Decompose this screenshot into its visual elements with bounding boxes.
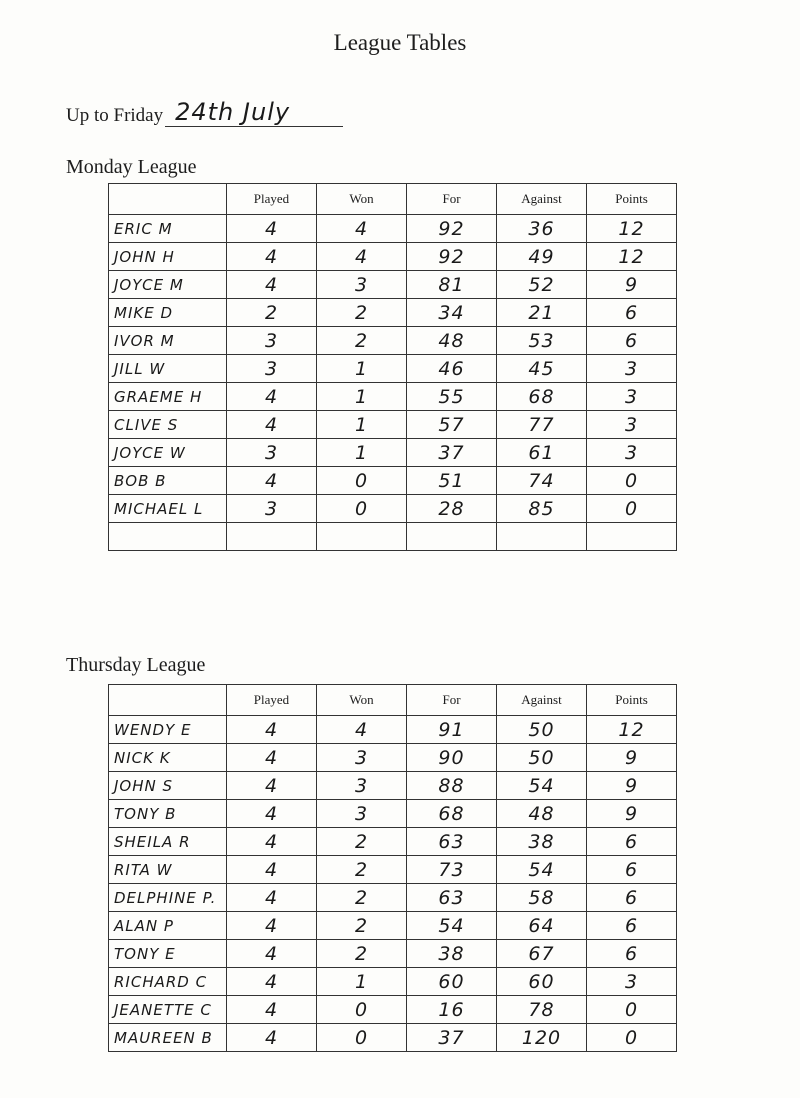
cell-against: 68 xyxy=(497,383,587,411)
table-header-row xyxy=(109,184,677,215)
cell-won: 1 xyxy=(317,383,407,411)
cell-name: IVOR M xyxy=(109,327,227,355)
cell-for: 55 xyxy=(407,383,497,411)
cell-played: 3 xyxy=(227,355,317,383)
cell-for: 92 xyxy=(407,243,497,271)
cell-played: 3 xyxy=(227,327,317,355)
cell-against: 78 xyxy=(497,996,587,1024)
monday-league-title: Monday League xyxy=(66,156,197,178)
table-header-row xyxy=(109,685,677,716)
cell-points: 3 xyxy=(587,968,677,996)
cell-against: 74 xyxy=(497,467,587,495)
cell-won: 2 xyxy=(317,884,407,912)
table-row xyxy=(109,271,677,299)
up-to-label: Up to Friday xyxy=(66,105,164,126)
cell-won: 2 xyxy=(317,940,407,968)
table-row xyxy=(109,327,677,355)
cell-against: 85 xyxy=(497,495,587,523)
table-row xyxy=(109,800,677,828)
cell-played: 4 xyxy=(227,243,317,271)
cell-name: JILL W xyxy=(109,355,227,383)
cell-played: 4 xyxy=(227,912,317,940)
cell-won: 2 xyxy=(317,856,407,884)
cell-won: 1 xyxy=(317,968,407,996)
table-row xyxy=(109,215,677,243)
cell-points: 9 xyxy=(587,271,677,299)
cell-for: 63 xyxy=(407,884,497,912)
cell-played: 4 xyxy=(227,800,317,828)
cell-played: 4 xyxy=(227,467,317,495)
cell-for: 92 xyxy=(407,215,497,243)
cell-against: 52 xyxy=(497,271,587,299)
cell-won: 4 xyxy=(317,215,407,243)
table-row xyxy=(109,828,677,856)
cell-for: 51 xyxy=(407,467,497,495)
cell-against: 67 xyxy=(497,940,587,968)
cell-against: 45 xyxy=(497,355,587,383)
cell-for: 37 xyxy=(407,439,497,467)
cell-played: 4 xyxy=(227,856,317,884)
thursday-league-title: Thursday League xyxy=(66,654,206,676)
cell-played: 2 xyxy=(227,299,317,327)
table-row xyxy=(109,383,677,411)
cell-against: 61 xyxy=(497,439,587,467)
cell-name: BOB B xyxy=(109,467,227,495)
monday-league-table xyxy=(108,183,677,551)
cell-against: 54 xyxy=(497,856,587,884)
column-header-name xyxy=(109,685,227,716)
cell-name: ERIC M xyxy=(109,215,227,243)
cell-played: 4 xyxy=(227,828,317,856)
cell-for: 37 xyxy=(407,1024,497,1052)
cell-points: 6 xyxy=(587,828,677,856)
cell-played xyxy=(227,523,317,551)
cell-points: 6 xyxy=(587,940,677,968)
cell-name: TONY E xyxy=(109,940,227,968)
cell-name: MIKE D xyxy=(109,299,227,327)
cell-against: 53 xyxy=(497,327,587,355)
table-row xyxy=(109,299,677,327)
page-title: League Tables xyxy=(333,30,467,55)
cell-name: GRAEME H xyxy=(109,383,227,411)
cell-won: 0 xyxy=(317,467,407,495)
cell-points: 0 xyxy=(587,495,677,523)
column-header-played: Played xyxy=(227,184,317,215)
table-row xyxy=(109,243,677,271)
cell-against: 50 xyxy=(497,716,587,744)
cell-won: 1 xyxy=(317,411,407,439)
cell-played: 4 xyxy=(227,744,317,772)
cell-won: 2 xyxy=(317,912,407,940)
table-row xyxy=(109,884,677,912)
table-row xyxy=(109,495,677,523)
cell-for: 68 xyxy=(407,800,497,828)
cell-name: NICK K xyxy=(109,744,227,772)
cell-points: 12 xyxy=(587,243,677,271)
cell-name: MAUREEN B xyxy=(109,1024,227,1052)
column-header-for: For xyxy=(407,685,497,716)
cell-played: 4 xyxy=(227,1024,317,1052)
cell-won: 0 xyxy=(317,1024,407,1052)
cell-points: 3 xyxy=(587,411,677,439)
cell-for: 90 xyxy=(407,744,497,772)
date-blank xyxy=(165,100,343,127)
column-header-name xyxy=(109,184,227,215)
cell-points: 12 xyxy=(587,716,677,744)
cell-for: 73 xyxy=(407,856,497,884)
cell-against: 50 xyxy=(497,744,587,772)
cell-for xyxy=(407,523,497,551)
cell-name: JOYCE M xyxy=(109,271,227,299)
cell-points: 9 xyxy=(587,744,677,772)
table-row xyxy=(109,744,677,772)
cell-name: CLIVE S xyxy=(109,411,227,439)
cell-won: 1 xyxy=(317,439,407,467)
up-to-date-line xyxy=(66,100,343,127)
thursday-league-table xyxy=(108,684,677,1052)
table-row xyxy=(109,912,677,940)
cell-name: DELPHINE P. xyxy=(109,884,227,912)
cell-for: 48 xyxy=(407,327,497,355)
cell-points: 12 xyxy=(587,215,677,243)
cell-name: JOHN S xyxy=(109,772,227,800)
cell-for: 81 xyxy=(407,271,497,299)
cell-played: 3 xyxy=(227,439,317,467)
cell-for: 34 xyxy=(407,299,497,327)
cell-for: 63 xyxy=(407,828,497,856)
cell-points: 6 xyxy=(587,884,677,912)
cell-won: 2 xyxy=(317,327,407,355)
table-row xyxy=(109,940,677,968)
cell-name: TONY B xyxy=(109,800,227,828)
cell-name: MICHAEL L xyxy=(109,495,227,523)
cell-name: JOYCE W xyxy=(109,439,227,467)
table-row xyxy=(109,439,677,467)
cell-for: 38 xyxy=(407,940,497,968)
cell-name: RITA W xyxy=(109,856,227,884)
cell-for: 54 xyxy=(407,912,497,940)
cell-for: 57 xyxy=(407,411,497,439)
column-header-against: Against xyxy=(497,184,587,215)
cell-won: 3 xyxy=(317,772,407,800)
column-header-played: Played xyxy=(227,685,317,716)
cell-points: 6 xyxy=(587,856,677,884)
cell-played: 4 xyxy=(227,411,317,439)
cell-name: WENDY E xyxy=(109,716,227,744)
cell-against: 58 xyxy=(497,884,587,912)
cell-for: 16 xyxy=(407,996,497,1024)
table-body xyxy=(109,716,677,1052)
table-row xyxy=(109,856,677,884)
cell-against xyxy=(497,523,587,551)
cell-name: JEANETTE C xyxy=(109,996,227,1024)
cell-for: 60 xyxy=(407,968,497,996)
cell-points: 0 xyxy=(587,996,677,1024)
cell-played: 4 xyxy=(227,968,317,996)
cell-played: 4 xyxy=(227,940,317,968)
column-header-won: Won xyxy=(317,685,407,716)
cell-played: 4 xyxy=(227,996,317,1024)
cell-points: 0 xyxy=(587,1024,677,1052)
cell-name: SHEILA R xyxy=(109,828,227,856)
cell-played: 3 xyxy=(227,495,317,523)
cell-points: 9 xyxy=(587,800,677,828)
cell-won xyxy=(317,523,407,551)
cell-for: 28 xyxy=(407,495,497,523)
table-row xyxy=(109,1024,677,1052)
cell-won: 0 xyxy=(317,996,407,1024)
table-body xyxy=(109,215,677,551)
cell-name: RICHARD C xyxy=(109,968,227,996)
cell-points: 3 xyxy=(587,355,677,383)
table-row xyxy=(109,467,677,495)
cell-points: 9 xyxy=(587,772,677,800)
cell-points: 6 xyxy=(587,299,677,327)
table-row xyxy=(109,968,677,996)
cell-points: 3 xyxy=(587,383,677,411)
cell-against: 49 xyxy=(497,243,587,271)
cell-played: 4 xyxy=(227,383,317,411)
column-header-for: For xyxy=(407,184,497,215)
cell-against: 21 xyxy=(497,299,587,327)
cell-played: 4 xyxy=(227,716,317,744)
table-row xyxy=(109,772,677,800)
cell-points xyxy=(587,523,677,551)
cell-played: 4 xyxy=(227,271,317,299)
cell-won: 0 xyxy=(317,495,407,523)
cell-for: 46 xyxy=(407,355,497,383)
cell-against: 36 xyxy=(497,215,587,243)
cell-name: JOHN H xyxy=(109,243,227,271)
table-row xyxy=(109,523,677,551)
cell-against: 64 xyxy=(497,912,587,940)
cell-played: 4 xyxy=(227,772,317,800)
cell-against: 120 xyxy=(497,1024,587,1052)
cell-won: 2 xyxy=(317,299,407,327)
cell-points: 3 xyxy=(587,439,677,467)
cell-against: 77 xyxy=(497,411,587,439)
cell-name: ALAN P xyxy=(109,912,227,940)
table-row xyxy=(109,996,677,1024)
cell-won: 3 xyxy=(317,271,407,299)
cell-won: 4 xyxy=(317,243,407,271)
cell-for: 91 xyxy=(407,716,497,744)
cell-name xyxy=(109,523,227,551)
table-row xyxy=(109,355,677,383)
table-row xyxy=(109,411,677,439)
cell-played: 4 xyxy=(227,884,317,912)
cell-points: 6 xyxy=(587,912,677,940)
cell-against: 54 xyxy=(497,772,587,800)
cell-points: 0 xyxy=(587,467,677,495)
column-header-points: Points xyxy=(587,685,677,716)
handwritten-date: 24th July xyxy=(175,98,291,126)
column-header-points: Points xyxy=(587,184,677,215)
cell-won: 3 xyxy=(317,800,407,828)
cell-played: 4 xyxy=(227,215,317,243)
table-row xyxy=(109,716,677,744)
cell-points: 6 xyxy=(587,327,677,355)
cell-won: 4 xyxy=(317,716,407,744)
cell-won: 2 xyxy=(317,828,407,856)
cell-against: 38 xyxy=(497,828,587,856)
column-header-won: Won xyxy=(317,184,407,215)
cell-won: 3 xyxy=(317,744,407,772)
cell-for: 88 xyxy=(407,772,497,800)
cell-against: 48 xyxy=(497,800,587,828)
cell-against: 60 xyxy=(497,968,587,996)
cell-won: 1 xyxy=(317,355,407,383)
column-header-against: Against xyxy=(497,685,587,716)
